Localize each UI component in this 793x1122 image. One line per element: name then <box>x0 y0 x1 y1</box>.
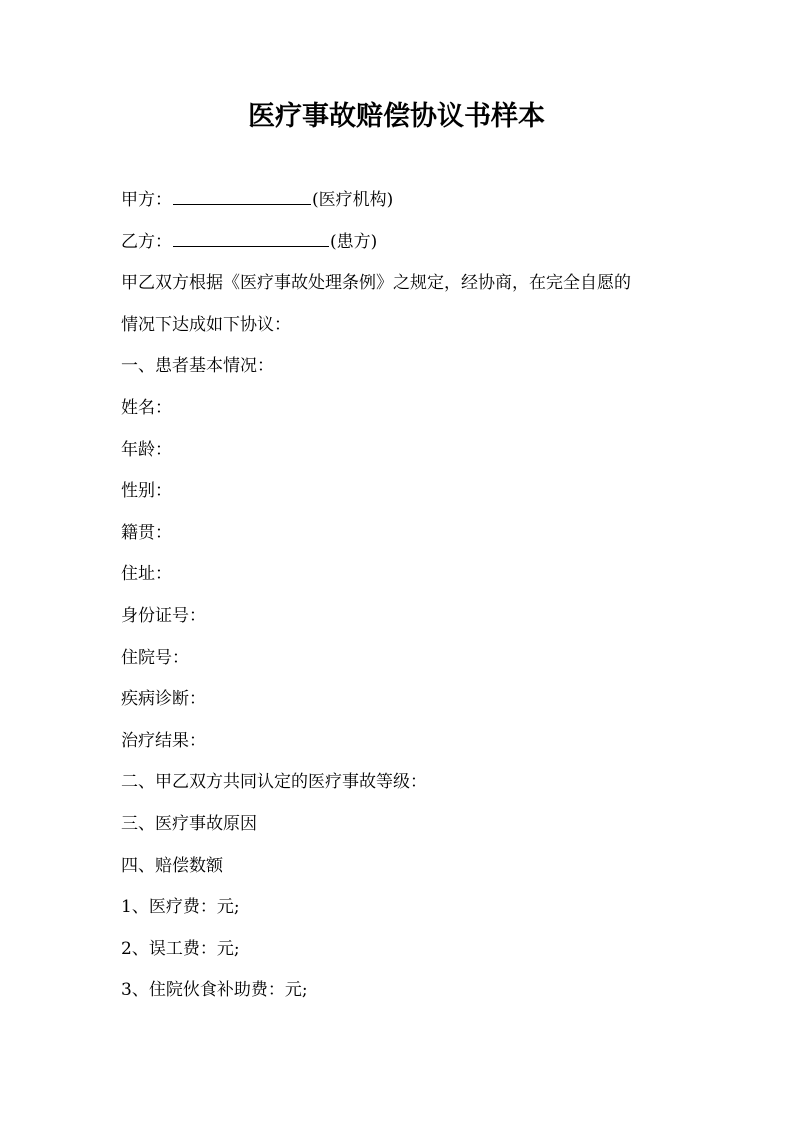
compensation-item-medical: 1、医疗费：元; <box>121 897 240 918</box>
field-name: 姓名： <box>121 397 172 418</box>
field-age: 年龄： <box>121 439 172 460</box>
field-gender: 性别： <box>121 481 172 502</box>
party-a-blank <box>173 190 311 205</box>
section-1-heading: 一、患者基本情况： <box>121 356 274 377</box>
field-diagnosis: 疾病诊断： <box>121 689 206 710</box>
field-address: 住址： <box>121 564 172 585</box>
intro-line-1: 甲乙双方根据《医疗事故处理条例》之规定，经协商，在完全自愿的 <box>121 273 631 294</box>
compensation-item-lost-wages: 2、误工费：元; <box>121 938 240 959</box>
party-b-note: (患方) <box>330 231 378 252</box>
compensation-item-meal-subsidy: 3、住院伙食补助费：元; <box>121 980 308 1001</box>
party-b-line <box>121 222 681 264</box>
section-3-heading: 三、医疗事故原因 <box>121 813 257 834</box>
party-a-line <box>121 180 681 222</box>
party-a-note: (医疗机构) <box>312 190 394 210</box>
party-a-label: 甲方： <box>121 190 172 210</box>
section-2-heading: 二、甲乙双方共同认定的医疗事故等级： <box>121 772 427 793</box>
field-hospital-number: 住院号： <box>121 647 189 668</box>
field-native-place: 籍贯： <box>121 522 172 543</box>
party-b-label: 乙方： <box>121 231 172 252</box>
document-title: 医疗事故赔偿协议书样本 <box>248 101 545 132</box>
intro-line-2: 情况下达成如下协议： <box>121 314 291 335</box>
field-treatment-result: 治疗结果： <box>121 730 206 751</box>
field-id-number: 身份证号： <box>121 605 206 626</box>
party-b-blank <box>173 232 329 247</box>
section-4-heading: 四、赔偿数额 <box>121 855 223 876</box>
document-body <box>121 180 681 1012</box>
